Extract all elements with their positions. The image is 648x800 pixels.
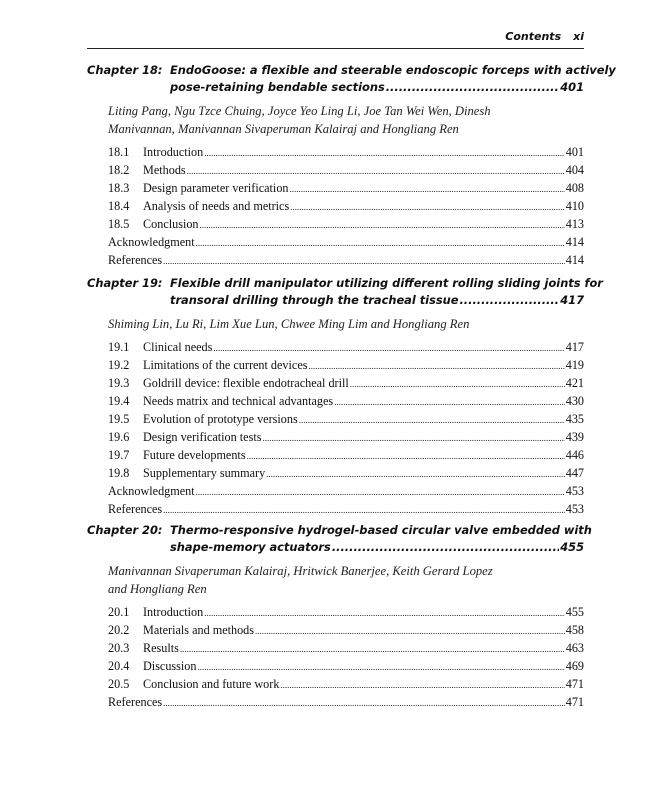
chapter-title-line1: EndoGoose: a flexible and steerable endoscopic forceps with actively [170,63,616,77]
toc-entry[interactable] [108,339,584,357]
toc-entry[interactable] [108,375,584,393]
dot-leader [266,465,565,483]
chapter-20 [87,522,592,712]
chapter-title-line1: Thermo-responsive hydrogel-based circular valve embedded with [170,523,592,537]
section-number: 19.5 [108,412,130,426]
dot-leader [213,339,564,357]
toc-entry-references[interactable] [108,501,584,519]
dot-leader [334,393,565,411]
section-number: 19.4 [108,394,130,408]
section-page: 471 [565,677,584,691]
chapter-authors [108,562,584,598]
dot-leader [262,429,564,447]
section-title: Methods [143,163,186,177]
section-title: Design verification tests [143,430,262,444]
toc-entry-references[interactable] [108,252,584,270]
chapter-authors [108,315,584,333]
chapter-page: 455 [560,540,584,554]
section-title: Design parameter verification [143,181,289,195]
section-page: 404 [565,163,584,177]
section-title: Materials and methods [143,623,255,637]
chapter-number: Chapter 18: [87,63,163,77]
toc-entry[interactable] [108,447,584,465]
section-title: Conclusion and future work [143,677,280,691]
section-title: References [108,695,163,709]
section-page: 446 [565,448,584,462]
dot-leader [290,198,565,216]
section-number: 20.2 [108,623,130,637]
toc-entry[interactable] [108,640,584,658]
section-number: 20.3 [108,641,130,655]
authors-line2: Manivannan, Manivannan Sivaperuman Kalairaj and Hongliang Ren [108,122,459,136]
authors-line1: Shiming Lin, Lu Ri, Lim Xue Lun, Chwee Ming Lim and Hongliang Ren [108,317,470,331]
dot-leader [187,162,565,180]
section-page: 463 [565,641,584,655]
section-page: 469 [565,659,584,673]
toc-entry[interactable] [108,622,584,640]
chapter-page: 401 [560,80,584,94]
running-head-label: Contents [505,30,562,43]
authors-line1: Manivannan Sivaperuman Kalairaj, Hritwick Banerjee, Keith Gerard Lopez [108,564,493,578]
section-page: 414 [565,235,584,249]
section-page: 447 [565,466,584,480]
dot-leader [386,79,559,96]
running-head [87,30,584,43]
section-number: 19.1 [108,340,130,354]
toc-entry[interactable] [108,162,584,180]
dot-leader [350,375,565,393]
section-number: 19.6 [108,430,130,444]
chapter-19 [87,275,603,519]
section-list [108,339,584,519]
section-page: 410 [565,199,584,213]
chapter-title-line2: pose-retaining bendable sections [170,80,385,94]
section-page: 430 [565,394,584,408]
toc-entry[interactable] [108,411,584,429]
dot-leader [332,539,559,556]
section-page: 401 [565,145,584,159]
section-title: Acknowledgment [108,235,195,249]
section-page: 417 [565,340,584,354]
toc-entry[interactable] [108,604,584,622]
section-page: 421 [565,376,584,390]
chapter-page: 417 [560,293,584,307]
section-list [108,604,584,712]
section-title: Introduction [143,605,204,619]
section-page: 413 [565,217,584,231]
dot-leader [163,694,565,712]
section-title: Evolution of prototype versions [143,412,298,426]
toc-entry[interactable] [108,216,584,234]
toc-entry-references[interactable] [108,694,584,712]
section-title: References [108,253,163,267]
toc-entry[interactable] [108,658,584,676]
toc-entry[interactable] [108,676,584,694]
section-number: 20.4 [108,659,130,673]
section-title: Analysis of needs and metrics [143,199,290,213]
dot-leader [247,447,565,465]
section-number: 18.5 [108,217,130,231]
dot-leader [459,292,559,309]
section-page: 414 [565,253,584,267]
toc-entry[interactable] [108,465,584,483]
dot-leader [198,658,565,676]
section-number: 20.1 [108,605,130,619]
section-title: Acknowledgment [108,484,195,498]
section-page: 471 [565,695,584,709]
chapter-number: Chapter 19: [87,276,163,290]
chapter-number: Chapter 20: [87,523,163,537]
dot-leader [163,252,565,270]
toc-entry-acknowledgment[interactable] [108,483,584,501]
header-rule [87,48,584,49]
section-number: 19.2 [108,358,130,372]
toc-entry[interactable] [108,429,584,447]
section-title: Results [143,641,179,655]
chapter-title-line2: shape-memory actuators [170,540,331,554]
chapter-heading[interactable] [87,275,603,309]
section-title: Goldrill device: flexible endotracheal drill [143,376,349,390]
section-number: 19.8 [108,466,130,480]
dot-leader [204,144,564,162]
dot-leader [196,483,565,501]
section-title: Introduction [143,145,204,159]
section-page: 439 [565,430,584,444]
section-title: Future developments [143,448,246,462]
section-number: 19.3 [108,376,130,390]
section-number: 20.5 [108,677,130,691]
section-number: 18.2 [108,163,130,177]
section-page: 408 [565,181,584,195]
toc-entry-acknowledgment[interactable] [108,234,584,252]
section-page: 453 [565,502,584,516]
chapter-18 [87,62,616,270]
section-number: 18.3 [108,181,130,195]
toc-entry[interactable] [108,180,584,198]
dot-leader [163,501,565,519]
dot-leader [180,640,565,658]
section-page: 458 [565,623,584,637]
section-title: Limitations of the current devices [143,358,308,372]
section-number: 18.1 [108,145,130,159]
section-list [108,144,584,270]
section-title: Discussion [143,659,197,673]
chapter-title-line1: Flexible drill manipulator utilizing different rolling sliding joints for [170,276,603,290]
toc-entry[interactable] [108,198,584,216]
dot-leader [299,411,565,429]
chapter-heading[interactable] [87,62,616,96]
authors-line2: and Hongliang Ren [108,582,207,596]
section-page: 419 [565,358,584,372]
dot-leader [255,622,565,640]
toc-entry[interactable] [108,144,584,162]
dot-leader [204,604,564,622]
section-number: 19.7 [108,448,130,462]
dot-leader [290,180,565,198]
dot-leader [280,676,564,694]
authors-line1: Liting Pang, Ngu Tzce Chuing, Joyce Yeo Ling Li, Joe Tan Wei Wen, Dinesh [108,104,491,118]
section-title: Supplementary summary [143,466,266,480]
running-head-page-number: xi [573,30,584,43]
section-page: 455 [565,605,584,619]
dot-leader [196,234,565,252]
dot-leader [308,357,564,375]
section-title: Needs matrix and technical advantages [143,394,334,408]
chapter-authors [108,102,584,138]
toc-entry[interactable] [108,393,584,411]
section-title: Clinical needs [143,340,213,354]
chapter-title-line2: transoral drilling through the tracheal tissue [170,293,459,307]
section-page: 435 [565,412,584,426]
dot-leader [200,216,565,234]
section-title: Conclusion [143,217,199,231]
section-page: 453 [565,484,584,498]
section-number: 18.4 [108,199,130,213]
chapter-heading[interactable] [87,522,592,556]
section-title: References [108,502,163,516]
toc-entry[interactable] [108,357,584,375]
